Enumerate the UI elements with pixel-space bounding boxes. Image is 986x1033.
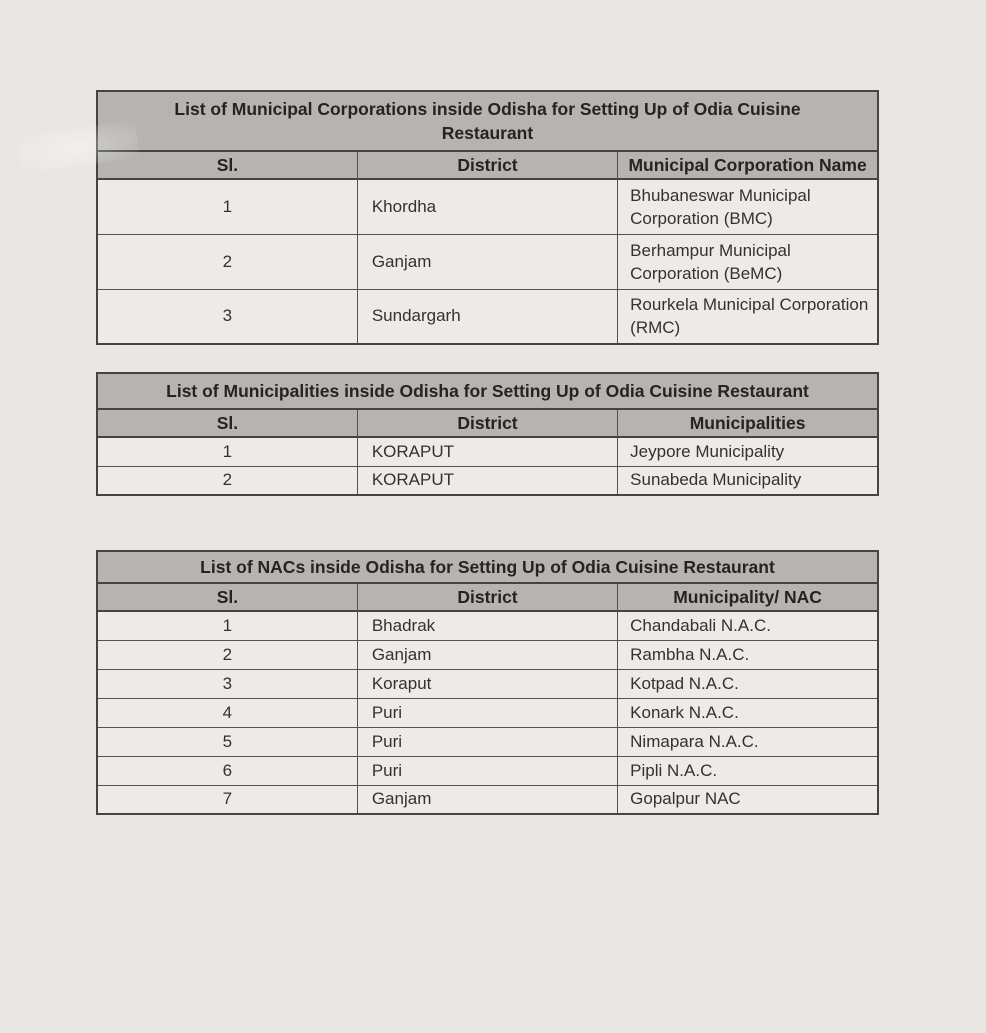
table-municipalities (96, 372, 879, 496)
table-title-row (97, 551, 878, 583)
table-row (97, 466, 878, 495)
table-row (97, 785, 878, 814)
cell-nac: Rambha N.A.C. (618, 640, 878, 669)
cell-text: Bhubaneswar Municipal Corporation (BMC) (630, 185, 811, 228)
cell-district: Puri (357, 698, 617, 727)
cell-district: Bhadrak (357, 611, 617, 640)
column-header-row (97, 151, 878, 179)
cell-district: Koraput (357, 669, 617, 698)
cell-corporation-name (618, 179, 878, 234)
cell-sl: 5 (97, 727, 357, 756)
cell-sl: 3 (97, 289, 357, 344)
cell-nac: Pipli N.A.C. (618, 756, 878, 785)
cell-district: Sundargarh (357, 289, 617, 344)
column-header-municipalities: Municipalities (618, 409, 878, 437)
column-header-corporation-name: Municipal Corporation Name (618, 151, 878, 179)
column-header-sl: Sl. (97, 151, 357, 179)
table-row (97, 234, 878, 289)
table-title: List of NACs inside Odisha for Setting Up of Odia Cuisine Restaurant (97, 551, 878, 583)
column-header-district: District (357, 409, 617, 437)
cell-text: Rourkela Municipal Corporation (RMC) (630, 295, 869, 338)
cell-corporation-name (618, 289, 878, 344)
cell-sl: 7 (97, 785, 357, 814)
cell-nac: Konark N.A.C. (618, 698, 878, 727)
table-nacs (96, 550, 879, 815)
table-row (97, 640, 878, 669)
cell-district: Puri (357, 727, 617, 756)
cell-text: Berhampur Municipal Corporation (BeMC) (630, 240, 791, 283)
cell-sl: 2 (97, 466, 357, 495)
cell-district: KORAPUT (357, 437, 617, 466)
cell-sl: 2 (97, 234, 357, 289)
table-row (97, 289, 878, 344)
cell-sl: 6 (97, 756, 357, 785)
table-title-row (97, 91, 878, 151)
table-row (97, 669, 878, 698)
column-header-municipality-nac: Municipality/ NAC (618, 583, 878, 611)
column-header-sl: Sl. (97, 583, 357, 611)
column-header-sl: Sl. (97, 409, 357, 437)
cell-district: Ganjam (357, 640, 617, 669)
cell-nac: Kotpad N.A.C. (618, 669, 878, 698)
cell-sl: 1 (97, 611, 357, 640)
cell-municipality: Sunabeda Municipality (618, 466, 878, 495)
cell-municipality: Jeypore Municipality (618, 437, 878, 466)
cell-district: Puri (357, 756, 617, 785)
scanned-document-page (0, 90, 986, 1033)
column-header-row (97, 409, 878, 437)
table-title: List of Municipal Corporations inside Odisha for Setting Up of Odia Cuisine Restaurant (97, 91, 878, 151)
cell-corporation-name (618, 234, 878, 289)
table-row (97, 727, 878, 756)
cell-district: KORAPUT (357, 466, 617, 495)
table-row (97, 179, 878, 234)
cell-sl: 1 (97, 179, 357, 234)
cell-sl: 2 (97, 640, 357, 669)
table-row (97, 698, 878, 727)
cell-district: Ganjam (357, 234, 617, 289)
table-row (97, 437, 878, 466)
table-row (97, 611, 878, 640)
column-header-district: District (357, 583, 617, 611)
cell-district: Ganjam (357, 785, 617, 814)
cell-sl: 4 (97, 698, 357, 727)
table-title-row (97, 373, 878, 409)
cell-nac: Chandabali N.A.C. (618, 611, 878, 640)
cell-sl: 1 (97, 437, 357, 466)
table-municipal-corporations (96, 90, 879, 345)
cell-sl: 3 (97, 669, 357, 698)
column-header-district: District (357, 151, 617, 179)
table-title: List of Municipalities inside Odisha for Setting Up of Odia Cuisine Restaurant (97, 373, 878, 409)
table-row (97, 756, 878, 785)
column-header-row (97, 583, 878, 611)
cell-district: Khordha (357, 179, 617, 234)
cell-nac: Gopalpur NAC (618, 785, 878, 814)
cell-nac: Nimapara N.A.C. (618, 727, 878, 756)
